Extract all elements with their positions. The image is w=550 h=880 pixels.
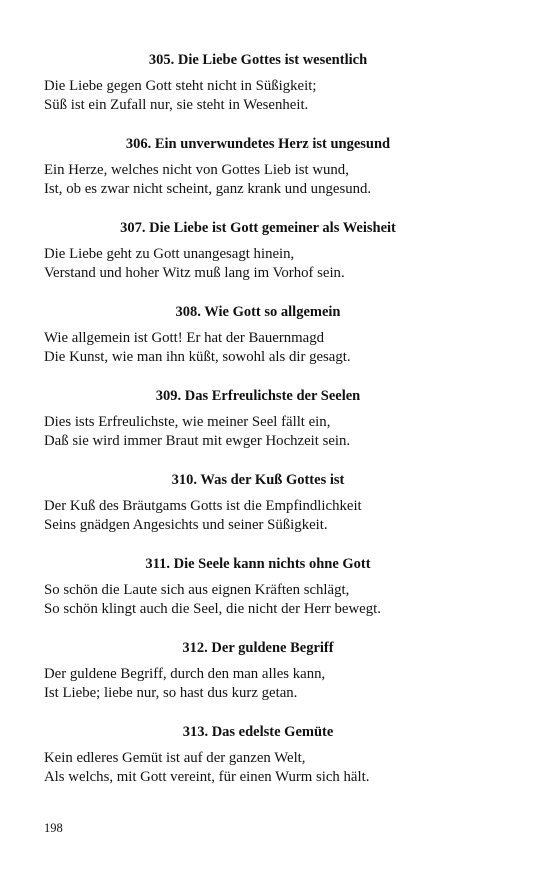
epigram-309	[44, 386, 464, 470]
verse-line: So schön klingt auch die Seel, die nicht der Herr bewegt.	[44, 601, 381, 617]
epigram-verse	[44, 322, 464, 367]
verse-line: Ist Liebe; liebe nur, so hast dus kurz getan.	[44, 685, 298, 701]
epigram-verse	[44, 490, 464, 535]
epigram-title: 311. Die Seele kann nichts ohne Gott	[145, 556, 371, 572]
epigram-title: 309. Das Erfreulichste der Seelen	[155, 388, 361, 404]
page-number: 198	[44, 821, 63, 835]
epigram-title: 313. Das edelste Gemüte	[182, 724, 334, 740]
epigram-310	[44, 470, 464, 554]
epigram-306	[44, 134, 464, 218]
epigram-title: 310. Was der Kuß Gottes ist	[171, 472, 345, 488]
verse-line: Seins gnädgen Angesichts und seiner Süßigkeit.	[44, 517, 328, 533]
epigram-312	[44, 638, 464, 722]
epigram-311	[44, 554, 464, 638]
verse-line: Kein edleres Gemüt ist auf der ganzen Welt,	[44, 750, 306, 766]
epigram-title: 308. Wie Gott so allgemein	[175, 304, 341, 320]
verse-line: Die Liebe gegen Gott steht nicht in Süßigkeit;	[44, 78, 317, 94]
epigram-verse	[44, 406, 464, 451]
verse-line: Dies ists Erfreulichste, wie meiner Seel fällt ein,	[44, 414, 331, 430]
verse-line: Die Kunst, wie man ihn küßt, sowohl als dir gesagt.	[44, 349, 351, 365]
verse-line: Der Kuß des Bräutgams Gotts ist die Empfindlichkeit	[44, 498, 362, 514]
verse-line: Der guldene Begriff, durch den man alles kann,	[44, 666, 326, 682]
verse-line: Daß sie wird immer Braut mit ewger Hochzeit sein.	[44, 433, 351, 449]
epigram-title: 306. Ein unverwundetes Herz ist ungesund	[125, 136, 391, 152]
epigram-title: 312. Der guldene Begriff	[182, 640, 334, 656]
epigram-title: 305. Die Liebe Gottes ist wesentlich	[148, 52, 368, 68]
epigram-title: 307. Die Liebe ist Gott gemeiner als Weisheit	[120, 220, 396, 236]
verse-line: Ein Herze, welches nicht von Gottes Lieb ist wund,	[44, 162, 349, 178]
epigram-307	[44, 218, 464, 302]
verse-line: Als welchs, mit Gott vereint, für einen Wurm sich hält.	[44, 769, 370, 785]
verse-line: So schön die Laute sich aus eignen Kräften schlägt,	[44, 582, 350, 598]
epigram-313	[44, 722, 464, 806]
epigram-verse	[44, 574, 464, 619]
epigram-verse	[44, 742, 464, 787]
epigram-verse	[44, 154, 464, 199]
verse-line: Ist, ob es zwar nicht scheint, ganz krank und ungesund.	[44, 181, 372, 197]
epigram-list	[44, 50, 464, 806]
epigram-verse	[44, 238, 464, 283]
verse-line: Süß ist ein Zufall nur, sie steht in Wesenheit.	[44, 97, 309, 113]
epigram-308	[44, 302, 464, 386]
epigram-verse	[44, 658, 464, 703]
verse-line: Die Liebe geht zu Gott unangesagt hinein,	[44, 246, 295, 262]
epigram-305	[44, 50, 464, 134]
epigram-verse	[44, 70, 464, 115]
verse-line: Wie allgemein ist Gott! Er hat der Bauernmagd	[44, 330, 325, 346]
verse-line: Verstand und hoher Witz muß lang im Vorhof sein.	[44, 265, 345, 281]
